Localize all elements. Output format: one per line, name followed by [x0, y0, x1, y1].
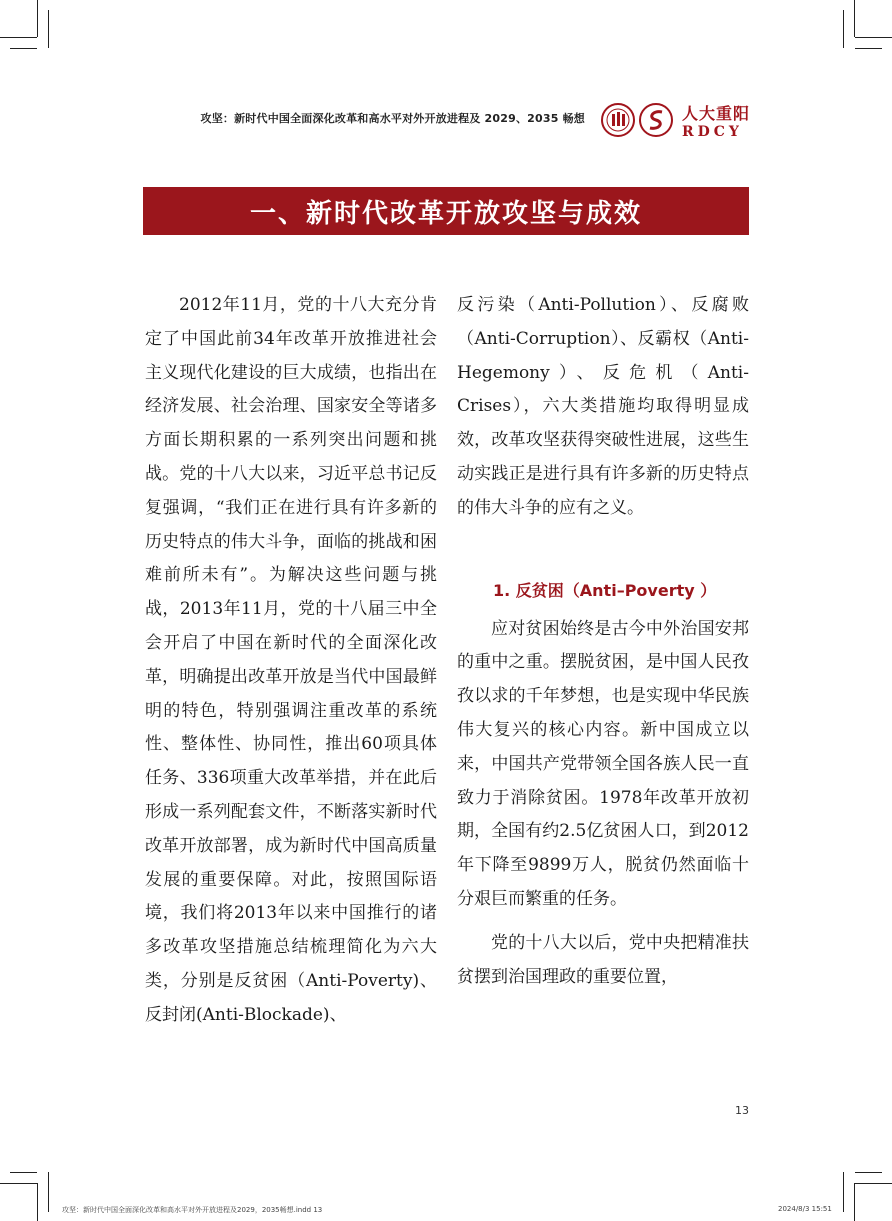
- body-paragraph: 应对贫困始终是古今中外治国安邦的重中之重。摆脱贫困，是中国人民孜孜以求的千年梦想，也是实现中华民族伟大复兴的核心内容。新中国成立以来，中国共产党带领全国各族人民一直致力于消除贫困。1978年改革开放初期，全国有约2.5亿贫困人口，到2012年下降至9899万人，脱贫仍然面临十分艰巨而繁重的任务。: [457, 618, 749, 909]
- running-header-title: 攻坚：新时代中国全面深化改革和高水平对外开放进程及 2029、2035 畅想: [200, 112, 585, 125]
- section-title-banner: 一、新时代改革开放攻坚与成效: [143, 187, 749, 235]
- rdcy-logo: [600, 101, 752, 139]
- emblem-icon: [600, 101, 676, 139]
- crop-mark: [0, 1183, 37, 1184]
- crop-mark: [854, 1183, 855, 1221]
- crop-mark: [37, 1183, 38, 1221]
- paragraph-spacer: [457, 917, 749, 927]
- crop-mark: [48, 10, 49, 48]
- logo-chinese-name: 人大重阳: [682, 104, 751, 123]
- crop-mark: [843, 10, 844, 48]
- crop-mark: [855, 1183, 892, 1184]
- crop-mark: [10, 1172, 37, 1173]
- page-number: 13: [735, 1104, 749, 1117]
- crop-mark: [854, 0, 855, 37]
- crop-mark: [48, 1172, 49, 1212]
- body-paragraph: 党的十八大以后，党中央把精准扶贫摆到治国理政的重要位置，: [457, 932, 749, 987]
- subsection-heading: 1. 反贫困（Anti–Poverty ）: [493, 580, 717, 600]
- crop-mark: [10, 48, 37, 49]
- crop-mark: [855, 37, 892, 38]
- print-slug-filename: 攻坚：新时代中国全面深化改革和高水平对外开放进程及2029，2035畅想.indd 13: [62, 1206, 323, 1214]
- body-paragraph-continued: 反污染（Anti-Pollution）、反腐败（Anti-Corruption）、反霸权（Anti-Hegemony）、反危机（Anti-Crises），六大类措施均取得明显成效，改革攻坚获得突破性进展，这些生动实践正是进行具有许多新的历史特点的伟大斗争的应有之义。: [457, 295, 749, 518]
- print-slug-timestamp: 2024/8/3 15:51: [778, 1205, 832, 1213]
- right-column: [457, 289, 749, 994]
- body-paragraph: 2012年11月，党的十八大充分肯定了中国此前34年改革开放推进社会主义现代化建设的巨大成绩，也指出在经济发展、社会治理、国家安全等诸多方面长期积累的一系列突出问题和挑战。党的十八大以来，习近平总书记反复强调，“我们正在进行具有许多新的历史特点的伟大斗争，面临的挑战和困难前所未有”。为解决这些问题与挑战，2013年11月，党的十八届三中全会开启了中国在新时代的全面深化改革，明确提出改革开放是当代中国最鲜明的特色，特别强调注重改革的系统性、整体性、协同性，推出60项具体任务、336项重大改革举措，并在此后形成一系列配套文件，不断落实新时代改革开放部署，成为新时代中国高质量发展的重要保障。对此，按照国际语境，我们将2013年以来中国推行的诸多改革攻坚措施总结梳理简化为六大类，分别是反贫困（Anti-Poverty)、反封闭(Anti-Blockade)、: [145, 295, 437, 1025]
- crop-mark: [855, 48, 882, 49]
- crop-mark: [843, 1172, 844, 1212]
- logo-english-name: RDCY: [682, 124, 743, 140]
- crop-mark: [0, 37, 37, 38]
- left-column: [145, 289, 437, 1033]
- crop-mark: [855, 1172, 882, 1173]
- crop-mark: [37, 0, 38, 37]
- logo-text: [682, 101, 750, 140]
